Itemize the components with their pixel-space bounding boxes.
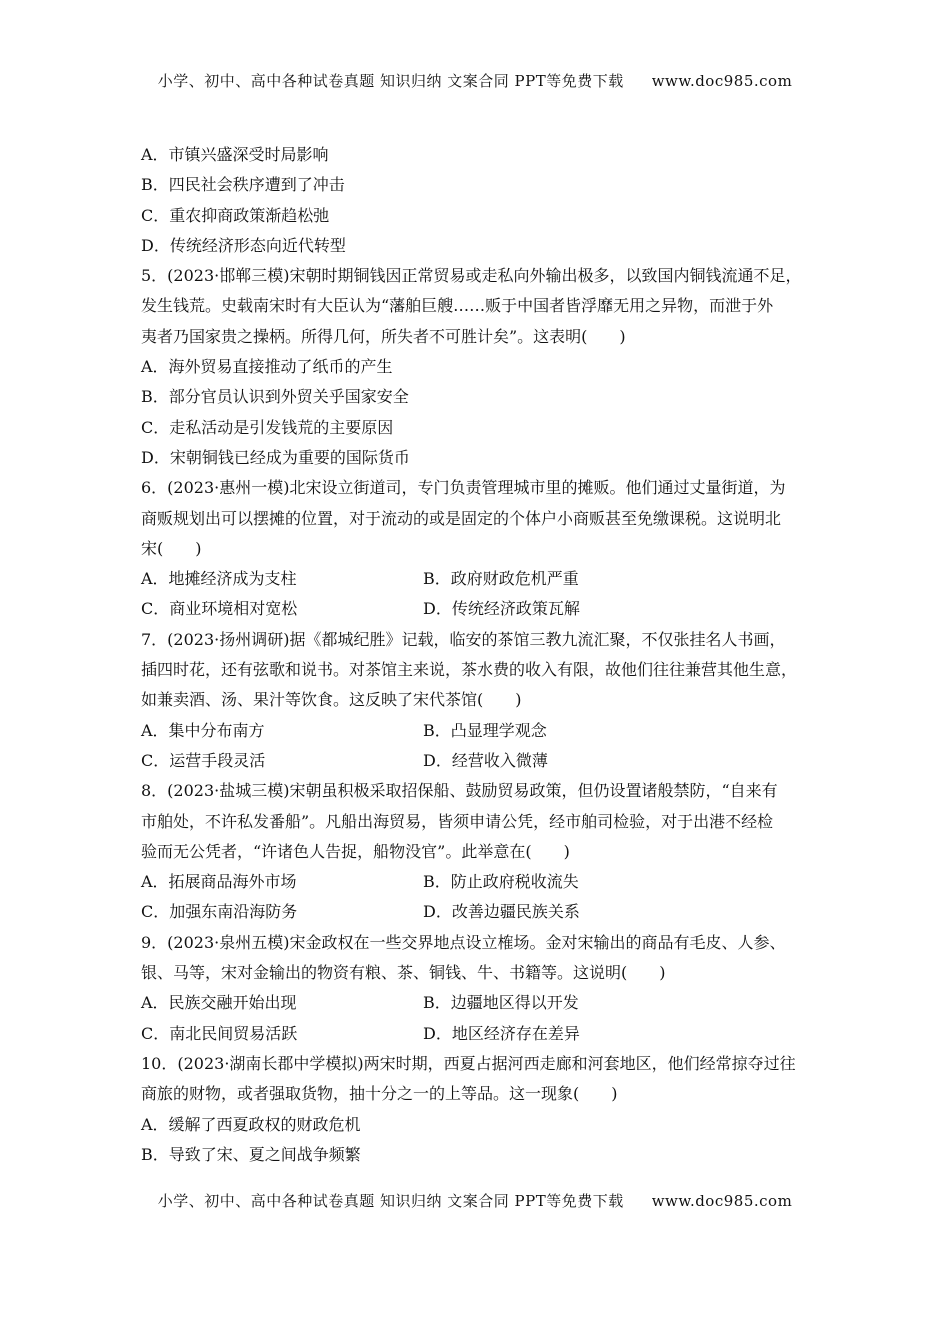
q10-stem-line-1: 10．(2023·湖南长郡中学模拟)两宋时期，西夏占据河西走廊和河套地区，他们经常掠夺过往: [141, 1053, 796, 1073]
q7-option-a: A．集中分布南方: [141, 720, 265, 740]
q10-stem-line-2: 商旅的财物，或者强取货物，抽十分之一的上等品。这一现象( ): [141, 1084, 618, 1104]
q9-option-a: A．民族交融开始出现: [141, 993, 297, 1013]
q7-stem-line-2: 插四时花，还有弦歌和说书。对茶馆主来说，茶水费的收入有限，故他们往往兼营其他生意，: [141, 660, 798, 680]
q8-option-c: C．加强东南沿海防务: [141, 902, 298, 922]
q7-options-row-1: [141, 716, 821, 746]
q5-option-c: C．走私活动是引发钱荒的主要原因: [141, 417, 394, 437]
q9-option-c: C．南北民间贸易活跃: [141, 1023, 298, 1043]
q8-option-a: A．拓展商品海外市场: [141, 872, 297, 892]
q10-option-a: A．缓解了西夏政权的财政危机: [141, 1114, 361, 1134]
q4-option-c: C．重农抑商政策渐趋松弛: [141, 205, 330, 225]
q5-stem-line-3: 夷者乃国家贵之操柄。所得几何，所失者不可胜计矣”。这表明( ): [141, 326, 626, 346]
page-header: [0, 70, 950, 91]
q8-options-row-2: [141, 897, 821, 927]
footer-text: 小学、初中、高中各种试卷真题 知识归纳 文案合同 PPT等免费下载: [157, 1192, 624, 1210]
q9-options-row-1: [141, 988, 821, 1018]
q4-option-a: A．市镇兴盛深受时局影响: [141, 145, 329, 164]
q7-stem-line-1: 7．(2023·扬州调研)据《都城纪胜》记载，临安的茶馆三教九流汇聚，不仅张挂名人书画，: [141, 629, 786, 649]
q6-stem-line-3: 宋( ): [141, 538, 202, 558]
q6-option-d: D．传统经济政策瓦解: [423, 599, 580, 619]
q7-stem-line-3: 如兼卖酒、汤、果汁等饮食。这反映了宋代茶馆( ): [141, 690, 522, 710]
q5-stem-line-1: 5．(2023·邯郸三模)宋朝时期铜钱因正常贸易或走私向外输出极多，以致国内铜钱流通不足，: [141, 266, 802, 286]
q6-stem-line-1: 6．(2023·惠州一模)北宋设立街道司，专门负责管理城市里的摊贩。他们通过丈量街道，为: [141, 478, 786, 498]
q5-stem-line-2: 发生钱荒。史载南宋时有大臣认为“藩舶巨艘……贩于中国者皆浮靡无用之异物，而泄于外: [141, 296, 774, 316]
header-url: www.doc985.com: [651, 72, 793, 90]
q4-option-b: B．四民社会秩序遭到了冲击: [141, 175, 345, 195]
q8-option-d: D．改善边疆民族关系: [423, 902, 580, 922]
q9-stem-line-2: 银、马等，宋对金输出的物资有粮、茶、铜钱、牛、书籍等。这说明( ): [141, 963, 666, 983]
q7-option-d: D．经营收入微薄: [423, 750, 548, 770]
q6-option-b: B．政府财政危机严重: [423, 569, 579, 589]
q5-option-a: A．海外贸易直接推动了纸币的产生: [141, 357, 393, 377]
q9-options-row-2: [141, 1019, 821, 1049]
q6-option-a: A．地摊经济成为支柱: [141, 569, 297, 589]
q8-stem-line-1: 8．(2023·盐城三模)宋朝虽积极采取招保船、鼓励贸易政策，但仍设置诸般禁防，“自来有: [141, 781, 778, 801]
q10-option-b: B．导致了宋、夏之间战争频繁: [141, 1144, 361, 1164]
question-content: [141, 140, 821, 1170]
q5-option-b: B．部分官员认识到外贸关乎国家安全: [141, 387, 409, 407]
q8-option-b: B．防止政府税收流失: [423, 872, 579, 892]
q6-options-row-2: [141, 594, 821, 624]
page-footer: [0, 1190, 950, 1211]
q7-option-c: C．运营手段灵活: [141, 750, 266, 770]
q8-stem-line-2: 市舶处，不许私发番船”。凡船出海贸易，皆须申请公凭，经市舶司检验，对于出港不经检: [141, 811, 774, 831]
q9-option-b: B．边疆地区得以开发: [423, 993, 579, 1013]
q8-stem-line-3: 验而无公凭者，“许诸色人告捉，船物没官”。此举意在( ): [141, 841, 570, 861]
q6-options-row-1: [141, 564, 821, 594]
q6-stem-line-2: 商贩规划出可以摆摊的位置，对于流动的或是固定的个体户小商贩甚至免缴课税。这说明北: [141, 508, 782, 528]
q7-option-b: B．凸显理学观念: [423, 720, 547, 740]
q9-option-d: D．地区经济存在差异: [423, 1023, 580, 1043]
q4-option-d: D．传统经济形态向近代转型: [141, 235, 346, 255]
header-text: 小学、初中、高中各种试卷真题 知识归纳 文案合同 PPT等免费下载: [157, 72, 624, 90]
q8-options-row-1: [141, 867, 821, 897]
q7-options-row-2: [141, 746, 821, 776]
q9-stem-line-1: 9．(2023·泉州五模)宋金政权在一些交界地点设立榷场。金对宋输出的商品有毛皮、人参、: [141, 932, 786, 952]
q6-option-c: C．商业环境相对宽松: [141, 599, 298, 619]
q5-option-d: D．宋朝铜钱已经成为重要的国际货币: [141, 447, 410, 467]
footer-url: www.doc985.com: [651, 1192, 793, 1210]
